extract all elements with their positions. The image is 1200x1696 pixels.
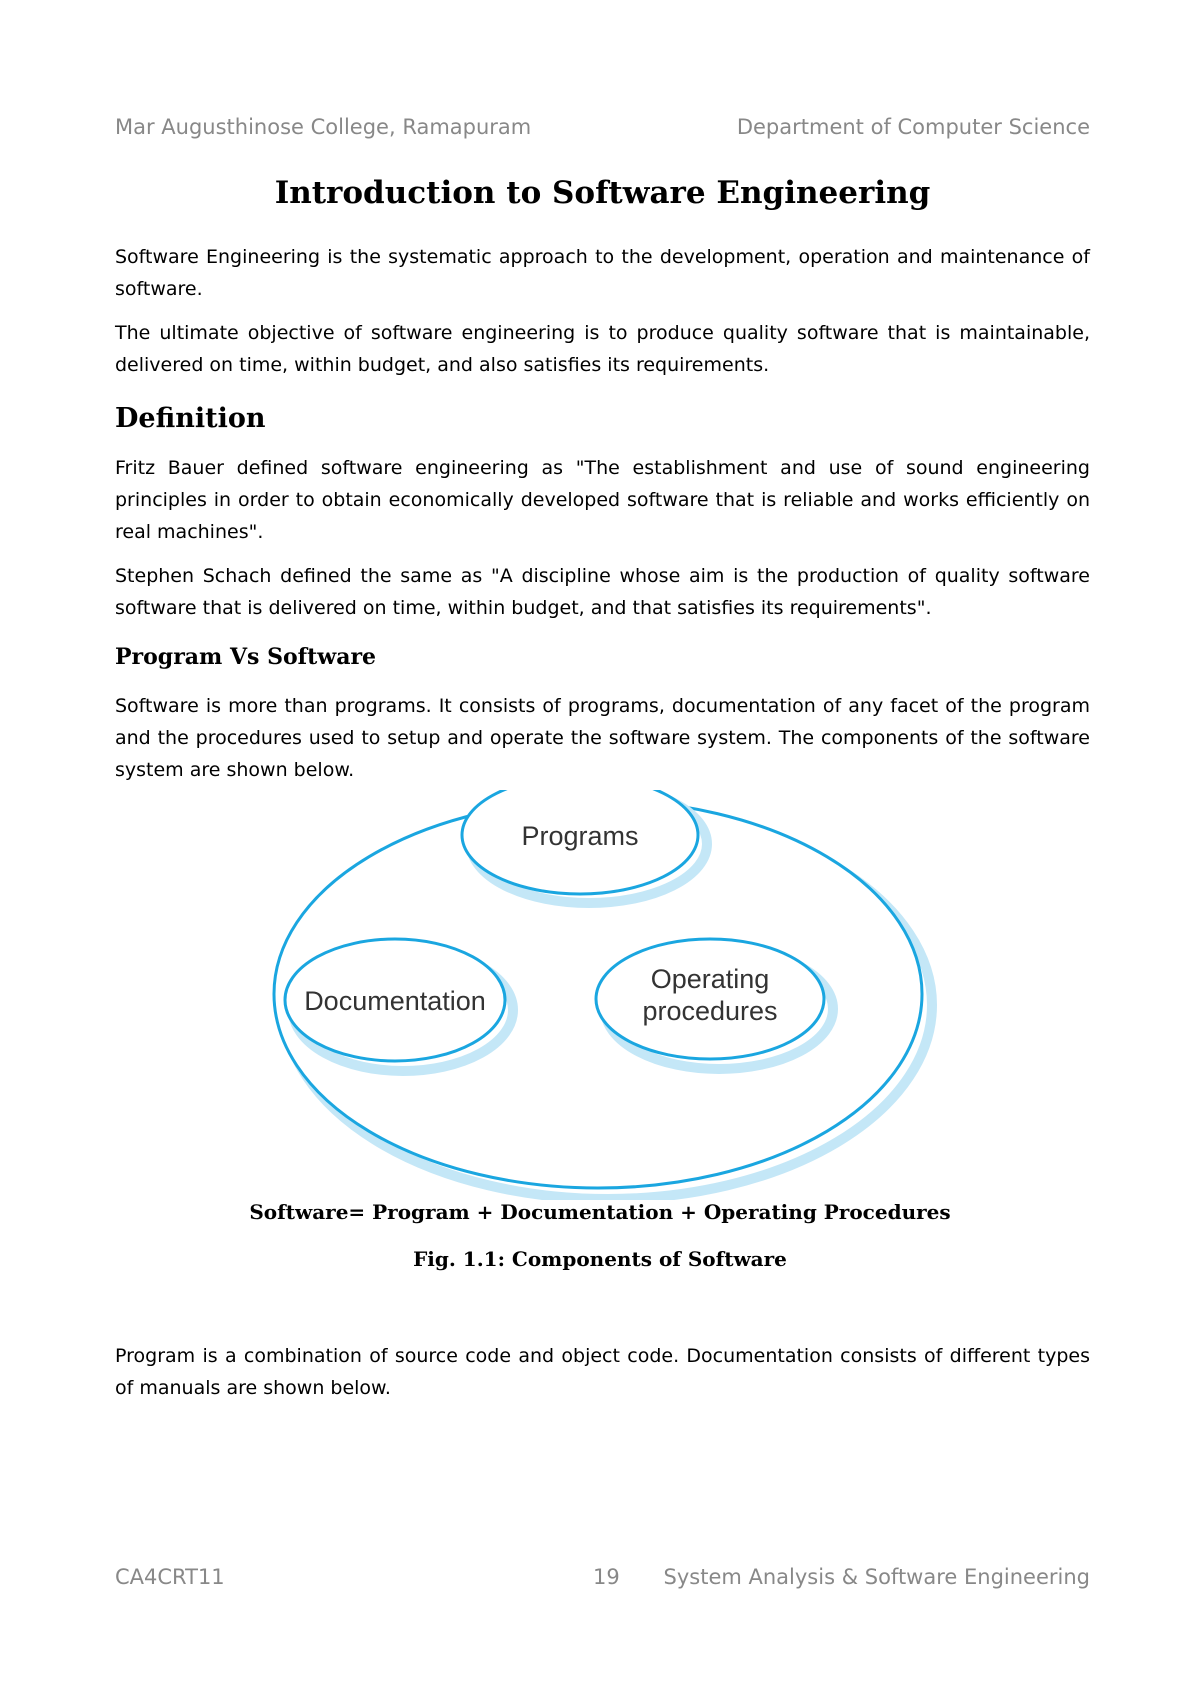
components-diagram xyxy=(230,790,970,1200)
operating-label-line1: Operating xyxy=(650,964,770,994)
operating-label-line2: procedures xyxy=(642,996,778,1026)
page-header xyxy=(115,115,1090,139)
definition-paragraph-2: Stephen Schach defined the same as "A discipline whose aim is the production of quality software software that is delivered on time, within budget, and that satisfies its requirements". xyxy=(115,565,1090,619)
header-college: Mar Augusthinose College, Ramapuram xyxy=(115,115,532,139)
definition-paragraph-1: Fritz Bauer defined software engineering as "The establishment and use of sound engineering principles in order to obtain economically developed software that is reliable and works efficiently on real machines". xyxy=(115,457,1090,543)
closing-section xyxy=(115,1340,1090,1416)
footer-page-number: 19 xyxy=(593,1565,620,1589)
intro-paragraph-1: Software Engineering is the systematic approach to the development, operation and maintenance of software. xyxy=(115,246,1090,300)
documentation-label: Documentation xyxy=(304,986,486,1016)
header-department: Department of Computer Science xyxy=(736,115,1090,139)
page-title: Introduction to Software Engineering xyxy=(274,175,931,211)
intro-paragraph-2: The ultimate objective of software engineering is to produce quality software that is maintainable, delivered on time, within budget, and also satisfies its requirements. xyxy=(115,322,1090,376)
page-footer xyxy=(115,1565,1090,1593)
footer-subject: System Analysis & Software Engineering xyxy=(663,1565,1090,1589)
program-vs-software-heading: Program Vs Software xyxy=(115,644,377,670)
figure-caption: Fig. 1.1: Components of Software xyxy=(413,1247,787,1271)
closing-paragraph: Program is a combination of source code and object code. Documentation consists of different types of manuals are shown below. xyxy=(115,1345,1090,1399)
footer-course-code: CA4CRT11 xyxy=(115,1565,225,1589)
programs-label: Programs xyxy=(521,821,639,851)
definition-heading: Definition xyxy=(115,403,266,434)
program-vs-software-paragraph: Software is more than programs. It consists of programs, documentation of any facet of the program and the procedures used to setup and operate the software system. The components of the software system are shown below. xyxy=(115,695,1090,781)
main-content xyxy=(115,175,1090,798)
software-equation: Software= Program + Documentation + Operating Procedures xyxy=(249,1200,951,1224)
